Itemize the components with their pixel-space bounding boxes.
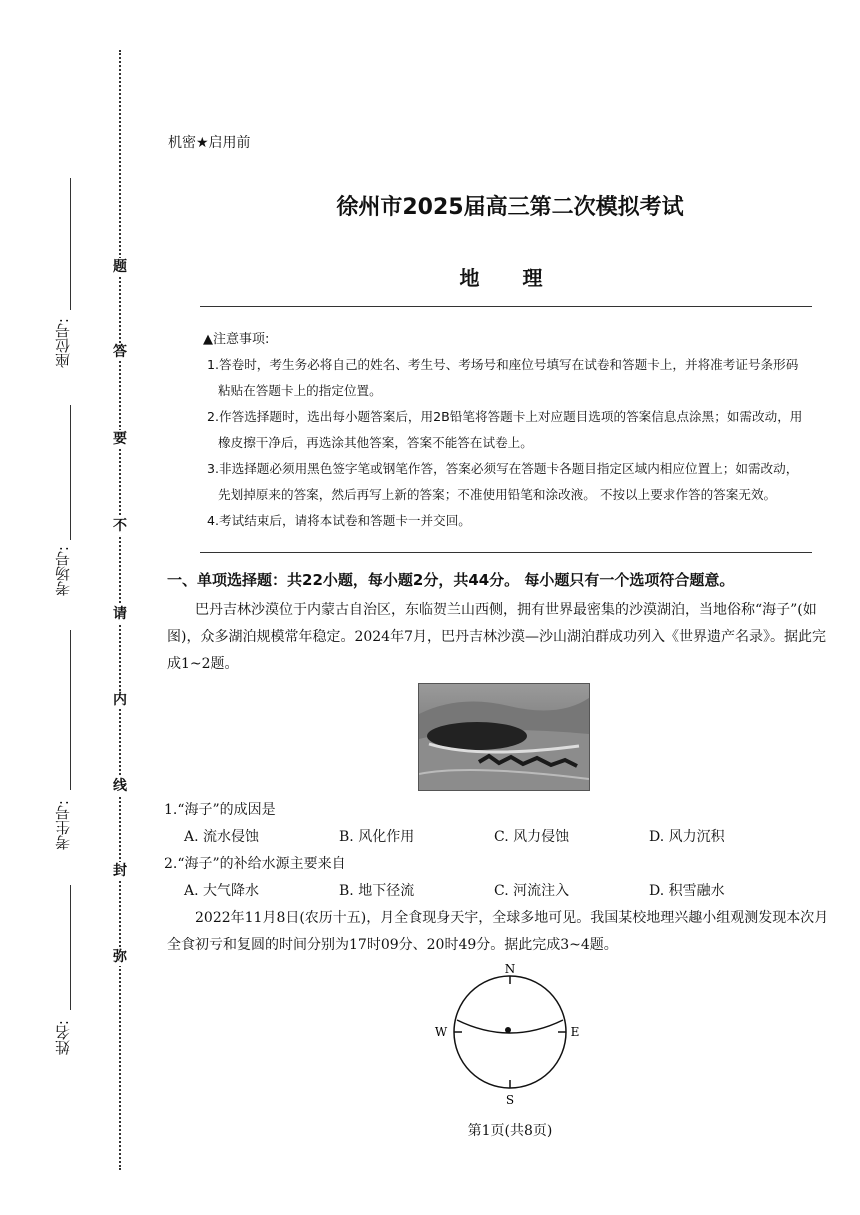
seal-char: 请 [113, 606, 127, 622]
seal-char: 线 [113, 778, 127, 794]
passage-1 [167, 597, 829, 678]
name-label: 姓名: [54, 1020, 72, 1056]
secret-mark: 机密★启用前 [168, 135, 251, 151]
question-1 [164, 797, 804, 851]
name-line[interactable] [70, 885, 71, 1010]
notice-item: 2.作答选择题时，选出每小题答案后，用2B铅笔将答题卡上对应题目选项的答案信息点涂黑；如需改动，用橡皮擦干净后，再选涂其他答案，答案不能答在试卷上。 [207, 409, 803, 450]
divider-top [200, 306, 812, 307]
exam-no-line[interactable] [70, 630, 71, 790]
subject-title: 地 理 [459, 266, 561, 290]
passage-1-text: 巴丹吉林沙漠位于内蒙古自治区，东临贺兰山西侧，拥有世界最密集的沙漠湖泊，当地俗称“海子”(如图)，众多湖泊规模常年稳定。2024年7月，巴丹吉林沙漠—沙山湖泊群成功列入《世界遗产名录》。据此完成1~2题。 [167, 602, 826, 672]
page-footer: 第1页(共8页) [467, 1123, 553, 1139]
seal-char: 内 [113, 692, 127, 708]
question-2-options [184, 878, 804, 905]
desert-lake-photo [418, 683, 590, 791]
north-label: N [504, 962, 516, 976]
west-label: W [434, 1025, 448, 1039]
option-b[interactable]: B. 风化作用 [339, 829, 415, 845]
seal-char: 答 [113, 344, 127, 360]
notice-list [207, 352, 807, 534]
exam-no-label: 考生号: [54, 800, 72, 851]
moon-path-diagram [425, 962, 595, 1112]
question-2-stem: 2.“海子”的补给水源主要来自 [164, 856, 346, 872]
notice-item: 4.考试结束后，请将本试卷和答题卡一并交回。 [207, 513, 471, 528]
question-1-stem: 1.“海子”的成因是 [164, 802, 276, 818]
option-d[interactable]: D. 积雪融水 [649, 883, 725, 899]
seal-char: 不 [113, 518, 127, 534]
section-heading: 一、单项选择题：共22小题，每小题2分，共44分。 每小题只有一个选项符合题意。 [167, 571, 735, 589]
room-line[interactable] [70, 405, 71, 540]
question-2 [164, 851, 804, 905]
seat-label: 座位号: [54, 318, 72, 369]
option-b[interactable]: B. 地下径流 [339, 883, 415, 899]
option-a[interactable]: A. 大气降水 [184, 883, 260, 899]
seal-char: 题 [113, 259, 127, 275]
option-c[interactable]: C. 风力侵蚀 [494, 829, 570, 845]
east-label: E [570, 1025, 580, 1039]
seal-char: 弥 [113, 949, 127, 965]
room-label: 考场号: [54, 546, 72, 597]
desert-lake-image [419, 684, 589, 790]
passage-2 [167, 905, 829, 959]
notice-item: 3.非选择题必须用黑色签字笔或钢笔作答，答案必须写在答题卡各题目指定区域内相应位置上；如需改动，先划掉原来的答案，然后再写上新的答案；不准使用铅笔和涂改液。 不按以上要求作答的答案无效。 [207, 461, 799, 502]
option-a[interactable]: A. 流水侵蚀 [184, 829, 260, 845]
divider-bottom [200, 552, 812, 553]
passage-2-text: 2022年11月8日(农历十五)，月全食现身天宇，全球多地可见。我国某校地理兴趣小组观测发现本次月全食初亏和复圆的时间分别为17时09分、20时49分。据此完成3~4题。 [167, 910, 829, 953]
notice-title: ▲注意事项: [203, 332, 270, 347]
seal-char: 要 [113, 431, 127, 447]
south-label: S [505, 1093, 515, 1107]
option-c[interactable]: C. 河流注入 [494, 883, 570, 899]
option-d[interactable]: D. 风力沉积 [649, 829, 725, 845]
seal-char: 封 [113, 863, 127, 879]
exam-title: 徐州市2025届高三第二次模拟考试 [336, 195, 684, 220]
question-1-options [184, 824, 804, 851]
seat-line[interactable] [70, 178, 71, 310]
notice-item: 1.答卷时，考生务必将自己的姓名、考生号、考场号和座位号填写在试卷和答题卡上，并将准考证号条形码粘贴在答题卡上的指定位置。 [207, 357, 799, 398]
